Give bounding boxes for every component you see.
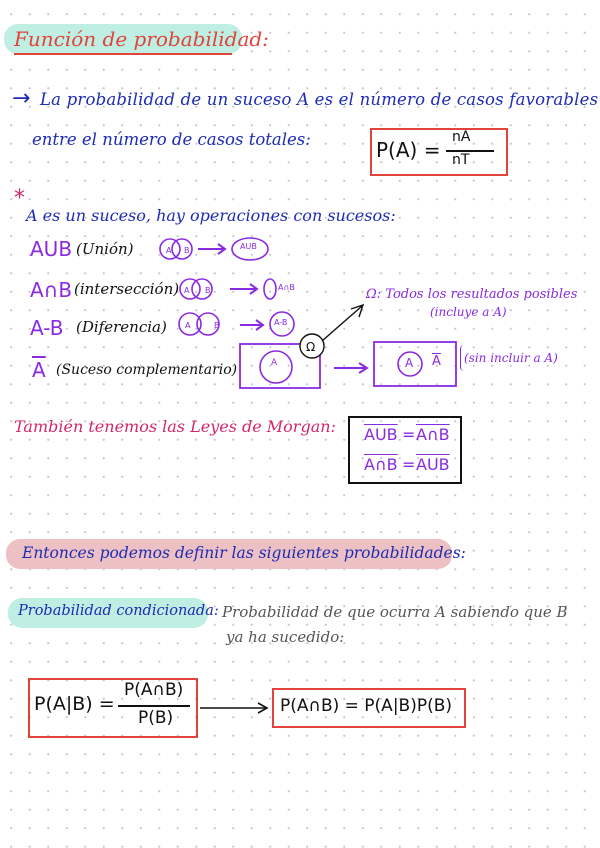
intersection-result-label: A∩B [278, 283, 295, 292]
title-underline [14, 53, 232, 55]
difference-name: (Diferencia) [76, 318, 167, 336]
complement-name: (Suceso complementario) [56, 362, 238, 378]
complement-a-label: A [405, 356, 414, 370]
svg-text:B: B [184, 246, 190, 255]
morgan-law2-lhs: A∩B [364, 455, 398, 474]
union-venn-icon [158, 236, 298, 262]
morgan-law2-equals: = [402, 455, 416, 474]
union-result-label: AUB [240, 242, 257, 251]
conditional-numerator: P(A∩B) [124, 680, 184, 700]
conditional-denominator: P(B) [138, 708, 174, 728]
section-heading: Entonces podemos definir las siguientes probabilidades: [22, 544, 466, 562]
conditional-desc-line2: ya ha sucedido: [226, 628, 345, 646]
page-title: Función de probabilidad: [14, 27, 269, 51]
intersection-name: (intersección) [74, 280, 180, 298]
complement-abar-label: $\overline{A}$ [432, 354, 441, 369]
difference-result-label: A-B [274, 318, 288, 327]
union-name: (Unión) [76, 240, 134, 258]
omega-icon: Ω [306, 340, 316, 354]
omega-note-line2: (incluye a A) [430, 305, 507, 319]
omega-note-line1: Ω: Todos los resultados posibles [366, 287, 578, 302]
conditional-label: Probabilidad condicionada: [18, 603, 219, 619]
definition-line2: entre el número de casos totales: [32, 130, 311, 149]
sample-space-a-label: A [271, 358, 278, 368]
definition-line1: La probabilidad de un suceso A es el número de casos favorables [40, 90, 599, 109]
formula-lhs: P(A) = [376, 138, 441, 162]
conditional-fraction-bar [118, 705, 190, 707]
formula-denominator: nT [452, 152, 470, 168]
conditional-desc-line1: Probabilidad de que ocurra A sabiendo que B [222, 603, 568, 621]
morgan-law1-lhs: $\overline{AUB}$ [364, 425, 398, 444]
morgan-law1-equals: = [402, 425, 416, 444]
difference-symbol: A-B [30, 316, 64, 340]
svg-text:A: A [166, 246, 172, 255]
morgan-law2-rhs: $\overline{AUB}$ [416, 455, 450, 474]
product-rule-formula: P(A∩B) = P(A|B)P(B) [280, 696, 453, 716]
conditional-lhs: P(A|B) = [34, 693, 115, 715]
definition-arrow: → [12, 86, 31, 111]
svg-text:A: A [185, 321, 191, 330]
implies-arrow-icon [200, 700, 272, 716]
svg-text:A: A [184, 286, 190, 295]
svg-text:B: B [205, 286, 211, 295]
complement-symbol: $\overline{A}$ [32, 358, 46, 382]
union-symbol: AUB [30, 237, 73, 261]
asterisk: * [14, 186, 25, 211]
morgan-intro: También tenemos las Leyes de Morgan: [14, 417, 336, 436]
intersection-symbol: A∩B [30, 278, 73, 302]
formula-numerator: nA [452, 129, 471, 145]
complement-note: (sin incluir a A) [464, 351, 558, 365]
svg-text:B: B [214, 321, 220, 330]
morgan-law1-rhs: A∩B [416, 425, 450, 444]
operations-intro: A es un suceso, hay operaciones con sucesos: [26, 206, 396, 225]
